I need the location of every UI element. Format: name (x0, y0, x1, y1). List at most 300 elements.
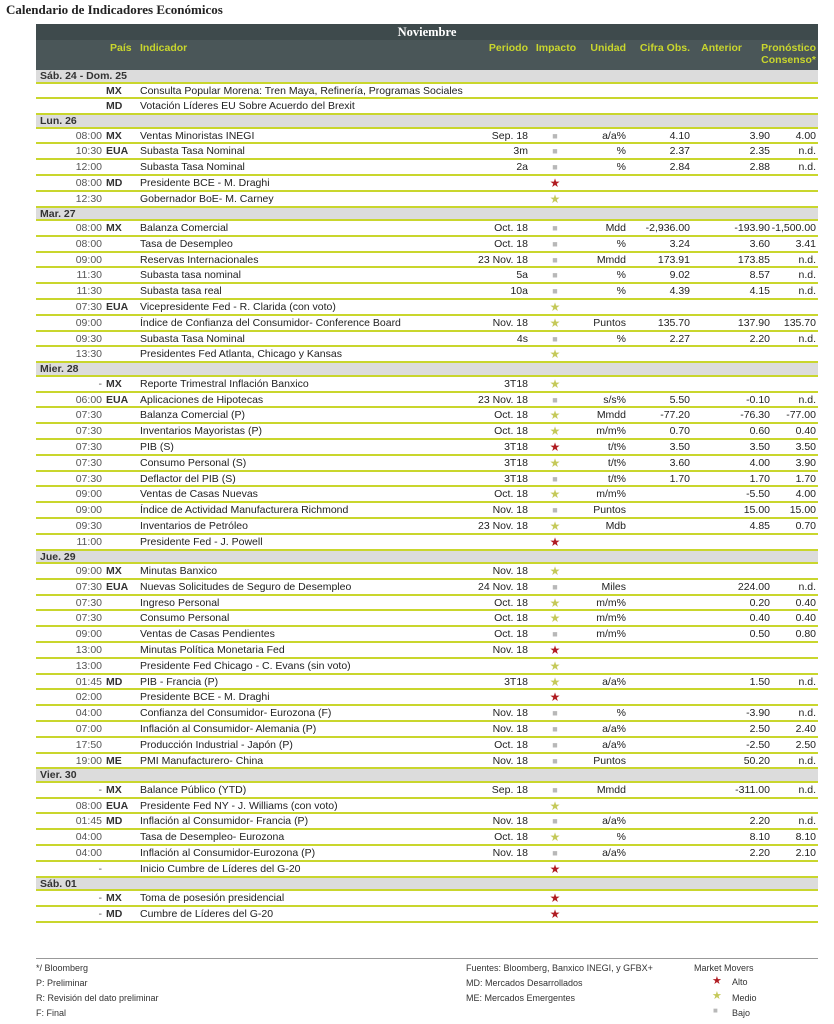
indicator-cell: Subasta Tasa Nominal (140, 332, 245, 345)
table-row (36, 440, 818, 456)
period-cell: Nov. 18 (492, 707, 528, 720)
period-cell: Nov. 18 (492, 754, 528, 767)
unit-cell: m/m% (596, 628, 626, 641)
footer-sources: Fuentes: Bloomberg, Banxico INEGI, y GFBX+ (466, 963, 653, 973)
impact-icon: ★ (549, 564, 561, 579)
previous-cell: -5.50 (746, 488, 770, 501)
impact-icon: ■ (552, 333, 558, 344)
unit-cell: a/a% (602, 129, 626, 142)
table-row (36, 722, 818, 738)
footer (36, 958, 818, 1024)
period-cell: Oct. 18 (494, 738, 528, 751)
time-cell: 07:30 (75, 409, 102, 422)
day-header: Sáb. 24 - Dom. 25 (36, 70, 818, 84)
previous-cell: 3.50 (749, 440, 770, 453)
impact-icon: ★ (549, 611, 561, 626)
period-cell: Oct. 18 (494, 612, 528, 625)
indicator-cell: Consumo Personal (140, 612, 230, 625)
previous-cell: 137.90 (737, 316, 770, 329)
table-row (36, 659, 818, 675)
table-row (36, 316, 818, 332)
observed-cell: 4.39 (669, 285, 690, 298)
period-cell: Nov. 18 (492, 722, 528, 735)
country-cell: MD (106, 675, 123, 688)
unit-cell: Mmdd (596, 253, 626, 266)
unit-cell: % (616, 831, 626, 844)
month-header: Noviembre (36, 24, 818, 40)
table-row (36, 284, 818, 300)
impact-icon: ■ (552, 394, 558, 405)
time-cell: 08:00 (75, 237, 102, 250)
previous-cell: 0.50 (749, 628, 770, 641)
previous-cell: 4.00 (749, 456, 770, 469)
period-cell: Nov. 18 (492, 504, 528, 517)
table-row (36, 596, 818, 612)
country-cell: EUA (106, 301, 129, 314)
impact-icon: ★ (549, 408, 561, 423)
indicator-cell: Aplicaciones de Hipotecas (140, 393, 264, 406)
previous-cell: 173.85 (737, 253, 770, 266)
table-row (36, 332, 818, 348)
indicator-cell: Inflación al Consumidor-Eurozona (P) (140, 847, 316, 860)
indicator-cell: Vicepresidente Fed - R. Clarida (con voto) (140, 301, 336, 314)
impact-icon: ■ (552, 223, 558, 234)
previous-cell: 2.50 (749, 722, 770, 735)
forecast-cell: 0.40 (795, 425, 816, 438)
period-cell: Sep. 18 (491, 783, 528, 796)
day-header: Lun. 26 (36, 115, 818, 129)
impact-icon: ★ (549, 906, 561, 921)
time-cell: 10:30 (75, 145, 102, 158)
table-row (36, 456, 818, 472)
day-header: Mier. 28 (36, 363, 818, 377)
forecast-cell: 0.80 (795, 628, 816, 641)
previous-cell: 15.00 (743, 504, 770, 517)
indicator-cell: Subasta Tasa Nominal (140, 145, 245, 158)
indicator-cell: Gobernador BoE- M. Carney (140, 192, 274, 205)
indicator-cell: Confianza del Consumidor- Eurozona (F) (140, 707, 332, 720)
table-row (36, 580, 818, 596)
legend-medio-icon: ★ (712, 990, 722, 1002)
time-cell: 01:45 (75, 675, 102, 688)
time-cell: - (98, 377, 102, 390)
unit-cell: % (616, 161, 626, 174)
indicator-cell: Toma de posesión presidencial (140, 892, 285, 905)
period-cell: 24 Nov. 18 (477, 580, 528, 593)
impact-icon: ★ (549, 315, 561, 330)
table-row (36, 643, 818, 659)
impact-icon: ★ (549, 690, 561, 705)
footnote-revision: R: Revisión del dato preliminar (36, 993, 159, 1003)
impact-icon: ★ (549, 376, 561, 391)
table-row (36, 862, 818, 878)
unit-cell: s/s% (603, 393, 626, 406)
previous-cell: -193.90 (734, 222, 770, 235)
indicator-cell: Minutas Política Monetaria Fed (140, 644, 285, 656)
table-row (36, 907, 818, 923)
previous-cell: 224.00 (737, 580, 770, 593)
indicator-cell: Índice de Confianza del Consumidor- Conference Board (140, 316, 401, 329)
observed-cell: 2.37 (669, 145, 690, 158)
previous-cell: 50.20 (743, 754, 770, 767)
period-cell: Oct. 18 (494, 222, 528, 235)
time-cell: - (98, 892, 102, 905)
indicator-cell: Subasta tasa real (140, 285, 222, 298)
time-cell: 09:00 (75, 504, 102, 517)
period-cell: 5a (516, 269, 528, 282)
indicator-cell: Deflactor del PIB (S) (140, 472, 236, 485)
observed-cell: 9.02 (669, 269, 690, 282)
indicator-cell: Ingreso Personal (140, 596, 220, 609)
table-row (36, 675, 818, 691)
indicator-cell: Subasta Tasa Nominal (140, 161, 245, 174)
time-cell: 11:00 (76, 535, 102, 548)
indicator-cell: Ventas de Casas Nuevas (140, 488, 258, 501)
previous-cell: -2.50 (746, 738, 770, 751)
calendar-body (36, 70, 818, 923)
unit-cell: Mmdd (596, 783, 626, 796)
table-row (36, 424, 818, 440)
time-cell: - (98, 783, 102, 796)
time-cell: 09:00 (75, 628, 102, 641)
indicator-cell: Tasa de Desempleo- Eurozona (140, 831, 285, 844)
unit-cell: t/t% (607, 472, 626, 485)
indicator-cell: Presidente BCE - M. Draghi (140, 176, 270, 189)
period-cell: Nov. 18 (492, 644, 528, 656)
period-cell: Nov. 18 (492, 815, 528, 828)
previous-cell: -76.30 (740, 409, 770, 422)
forecast-cell: 2.40 (795, 722, 816, 735)
impact-icon: ★ (549, 534, 561, 549)
impact-icon: ★ (549, 595, 561, 610)
table-row (36, 487, 818, 503)
table-row (36, 564, 818, 580)
previous-cell: 4.85 (749, 519, 770, 532)
day-header: Vier. 30 (36, 769, 818, 783)
indicator-cell: Presidente Fed - J. Powell (140, 535, 263, 548)
impact-icon: ★ (549, 487, 561, 502)
time-cell: 13:30 (75, 348, 102, 361)
indicator-cell: Presidente Fed NY - J. Williams (con voto) (140, 799, 338, 812)
previous-cell: 0.40 (749, 612, 770, 625)
unit-cell: m/m% (596, 425, 626, 438)
unit-cell: % (616, 285, 626, 298)
table-row (36, 237, 818, 253)
time-cell: - (98, 907, 102, 920)
impact-icon: ★ (549, 175, 561, 190)
footer-md: MD: Mercados Desarrollados (466, 978, 583, 988)
time-cell: 09:00 (75, 488, 102, 501)
time-cell: 11:30 (76, 285, 102, 298)
impact-icon: ★ (549, 643, 561, 657)
country-cell: MD (106, 100, 123, 113)
impact-icon: ★ (549, 347, 561, 362)
col-indicador: Indicador (140, 42, 188, 54)
country-cell: MX (106, 892, 122, 905)
table-row (36, 393, 818, 409)
observed-cell: 0.70 (669, 425, 690, 438)
table-row (36, 300, 818, 316)
table-row (36, 377, 818, 393)
impact-icon: ■ (552, 505, 558, 516)
observed-cell: 5.50 (669, 393, 690, 406)
time-cell: 07:00 (75, 722, 102, 735)
impact-icon: ★ (549, 798, 561, 813)
impact-icon: ■ (552, 739, 558, 750)
unit-cell: a/a% (602, 722, 626, 735)
country-cell: MX (106, 377, 122, 390)
unit-cell: % (616, 145, 626, 158)
unit-cell: Mmdd (596, 409, 626, 422)
unit-cell: Miles (601, 580, 626, 593)
previous-cell: -311.00 (735, 783, 770, 796)
forecast-cell: 3.41 (795, 237, 816, 250)
table-row (36, 846, 818, 862)
period-cell: Oct. 18 (494, 596, 528, 609)
period-cell: 3T18 (504, 675, 528, 688)
legend-bajo-label: Bajo (732, 1008, 751, 1018)
time-cell: 08:00 (75, 799, 102, 812)
table-row (36, 627, 818, 643)
day-header: Mar. 27 (36, 208, 818, 222)
indicator-cell: Consumo Personal (S) (140, 456, 247, 469)
table-row (36, 891, 818, 907)
country-cell: MD (106, 176, 123, 189)
previous-cell: -0.10 (746, 393, 770, 406)
forecast-cell: n.d. (798, 253, 816, 266)
unit-cell: m/m% (596, 488, 626, 501)
footer-me: ME: Mercados Emergentes (466, 993, 576, 1003)
impact-icon: ★ (549, 891, 561, 906)
col-periodo: Periodo (488, 42, 528, 54)
observed-cell: 173.91 (657, 253, 690, 266)
forecast-cell: n.d. (798, 580, 816, 593)
table-row (36, 535, 818, 551)
time-cell: 08:00 (75, 176, 102, 189)
unit-cell: % (616, 332, 626, 345)
table-row (36, 408, 818, 424)
indicator-cell: Tasa de Desempleo (140, 237, 233, 250)
previous-cell: 2.20 (749, 847, 770, 860)
impact-icon: ■ (552, 473, 558, 484)
indicator-cell: PIB - Francia (P) (140, 675, 219, 688)
table-row (36, 706, 818, 722)
time-cell: 07:30 (75, 596, 102, 609)
table-row (36, 503, 818, 519)
forecast-cell: n.d. (798, 815, 816, 828)
impact-icon: ■ (552, 784, 558, 795)
unit-cell: a/a% (602, 675, 626, 688)
impact-icon: ■ (552, 816, 558, 827)
observed-cell: 3.50 (669, 440, 690, 453)
time-cell: 06:00 (75, 393, 102, 406)
indicator-cell: Subasta tasa nominal (140, 269, 241, 282)
forecast-cell: n.d. (798, 285, 816, 298)
unit-cell: m/m% (596, 612, 626, 625)
impact-icon: ■ (552, 848, 558, 859)
footnote-final: F: Final (36, 1008, 67, 1018)
forecast-cell: -77.00 (786, 409, 816, 422)
observed-cell: 2.27 (669, 332, 690, 345)
country-cell: MX (106, 84, 122, 97)
table-row (36, 783, 818, 799)
indicator-cell: Presidente BCE - M. Draghi (140, 691, 270, 704)
previous-cell: 4.15 (749, 285, 770, 298)
period-cell: 3T18 (504, 440, 528, 453)
indicator-cell: Inventarios Mayoristas (P) (140, 425, 262, 438)
time-cell: 07:30 (75, 580, 102, 593)
forecast-cell: n.d. (798, 707, 816, 720)
unit-cell: Mdd (605, 222, 626, 235)
previous-cell: 3.90 (749, 129, 770, 142)
country-cell: ME (106, 754, 122, 767)
table-row (36, 830, 818, 846)
table-row (36, 99, 818, 115)
impact-icon: ■ (552, 238, 558, 249)
observed-cell: 3.24 (669, 237, 690, 250)
impact-icon: ★ (549, 658, 561, 673)
impact-icon: ■ (552, 254, 558, 265)
forecast-cell: 135.70 (783, 316, 816, 329)
observed-cell: -77.20 (660, 409, 690, 422)
impact-icon: ★ (549, 830, 561, 845)
period-cell: Oct. 18 (494, 237, 528, 250)
table-row (36, 144, 818, 160)
forecast-cell: 15.00 (789, 504, 816, 517)
page-title: Calendario de Indicadores Económicos (6, 2, 223, 17)
legend-alto-icon: ★ (712, 975, 722, 987)
forecast-cell: 2.10 (795, 847, 816, 860)
previous-cell: 2.88 (749, 161, 770, 174)
indicator-cell: PIB (S) (140, 440, 174, 453)
table-row (36, 192, 818, 208)
unit-cell: t/t% (607, 456, 626, 469)
forecast-cell: 3.50 (795, 440, 816, 453)
forecast-cell: 0.40 (795, 596, 816, 609)
indicator-cell: Balanza Comercial (140, 222, 229, 235)
table-row (36, 347, 818, 363)
time-cell: 09:30 (75, 332, 102, 345)
time-cell: 17:50 (75, 738, 102, 751)
table-row (36, 611, 818, 627)
forecast-cell: 3.90 (795, 456, 816, 469)
impact-icon: ★ (549, 518, 561, 533)
impact-icon: ■ (552, 723, 558, 734)
unit-cell: a/a% (602, 738, 626, 751)
legend-bajo-icon: ■ (713, 1006, 718, 1015)
period-cell: 23 Nov. 18 (477, 393, 528, 406)
period-cell: Oct. 18 (494, 628, 528, 641)
country-cell: MX (106, 222, 122, 235)
time-cell: 04:00 (75, 831, 102, 844)
forecast-cell: n.d. (798, 675, 816, 688)
impact-icon: ★ (549, 300, 561, 315)
impact-icon: ■ (552, 629, 558, 640)
impact-icon: ★ (549, 191, 561, 206)
impact-icon: ■ (552, 708, 558, 719)
time-cell: 09:30 (75, 519, 102, 532)
indicator-cell: Inflación al Consumidor- Alemania (P) (140, 722, 317, 735)
table-row (36, 253, 818, 269)
indicator-cell: Producción Industrial - Japón (P) (140, 738, 293, 751)
footnote-bloomberg: */ Bloomberg (36, 963, 89, 973)
indicator-cell: Inicio Cumbre de Líderes del G-20 (140, 862, 301, 875)
observed-cell: 3.60 (669, 456, 690, 469)
period-cell: Oct. 18 (494, 409, 528, 422)
impact-icon: ■ (552, 162, 558, 173)
legend-title: Market Movers (694, 963, 754, 973)
column-header-row (36, 40, 818, 70)
calendar-table (36, 24, 818, 923)
previous-cell: 2.20 (749, 815, 770, 828)
time-cell: 07:30 (75, 301, 102, 314)
indicator-cell: Índice de Actividad Manufacturera Richmond (140, 504, 349, 517)
indicator-cell: Presidentes Fed Atlanta, Chicago y Kansas (140, 348, 342, 361)
forecast-cell: -1,500.00 (771, 222, 816, 235)
country-cell: MX (106, 565, 122, 578)
observed-cell: 135.70 (657, 316, 690, 329)
impact-icon: ■ (552, 146, 558, 157)
impact-icon: ■ (552, 581, 558, 592)
period-cell: Nov. 18 (492, 847, 528, 860)
unit-cell: a/a% (602, 847, 626, 860)
forecast-cell: n.d. (798, 332, 816, 345)
table-row (36, 268, 818, 284)
indicator-cell: Votación Líderes EU Sobre Acuerdo del Brexit (140, 100, 355, 113)
indicator-cell: Reservas Internacionales (140, 253, 259, 266)
time-cell: 09:00 (75, 316, 102, 329)
indicator-cell: Balance Público (YTD) (140, 783, 247, 796)
indicator-cell: Consulta Popular Morena: Tren Maya, Refinería, Programas Sociales (140, 84, 463, 97)
previous-cell: 0.60 (749, 425, 770, 438)
observed-cell: 4.10 (669, 129, 690, 142)
period-cell: 3T18 (504, 472, 528, 485)
indicator-cell: Minutas Banxico (140, 565, 218, 578)
time-cell: 08:00 (75, 222, 102, 235)
time-cell: 07:30 (75, 440, 102, 453)
period-cell: 3T18 (504, 456, 528, 469)
previous-cell: 1.50 (749, 675, 770, 688)
country-cell: MD (106, 815, 123, 828)
legend-medio-label: Medio (732, 993, 757, 1003)
impact-icon: ★ (549, 674, 561, 689)
period-cell: Oct. 18 (494, 488, 528, 501)
col-pronostico: Pronóstico (761, 42, 816, 54)
unit-cell: % (616, 269, 626, 282)
table-row (36, 738, 818, 754)
observed-cell: 2.84 (669, 161, 690, 174)
table-row (36, 519, 818, 535)
indicator-cell: PMI Manufacturero- China (140, 754, 264, 767)
indicator-cell: Nuevas Solicitudes de Seguro de Desempleo (140, 580, 352, 593)
impact-icon: ■ (552, 130, 558, 141)
time-cell: 07:30 (75, 472, 102, 485)
time-cell: 04:00 (75, 847, 102, 860)
day-header: Sáb. 01 (36, 878, 818, 892)
unit-cell: a/a% (602, 815, 626, 828)
unit-cell: m/m% (596, 596, 626, 609)
period-cell: Sep. 18 (491, 129, 528, 142)
forecast-cell: n.d. (798, 393, 816, 406)
previous-cell: 2.35 (749, 145, 770, 158)
time-cell: 04:00 (75, 707, 102, 720)
time-cell: 07:30 (75, 425, 102, 438)
forecast-cell: 0.40 (795, 612, 816, 625)
period-cell: 23 Nov. 18 (477, 253, 528, 266)
country-cell: EUA (106, 580, 129, 593)
country-cell: MX (106, 783, 122, 796)
forecast-cell: n.d. (798, 161, 816, 174)
